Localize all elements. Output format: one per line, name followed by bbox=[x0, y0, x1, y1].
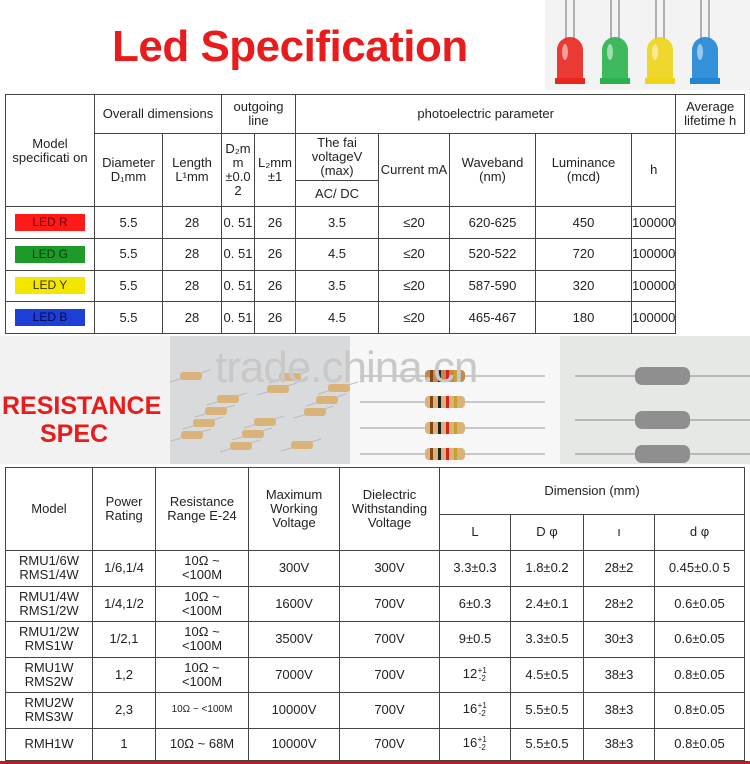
model-line: RMH1W bbox=[24, 736, 74, 752]
led-model-cell bbox=[6, 239, 95, 271]
res-maxv-cell: 7000V bbox=[249, 657, 340, 692]
L-value: 6±0.3 bbox=[458, 595, 492, 611]
model-line: RMS1/2W bbox=[19, 602, 79, 618]
led-illustration bbox=[545, 0, 750, 90]
resistor-body bbox=[304, 408, 326, 416]
res-model-cell bbox=[6, 657, 93, 692]
led-row bbox=[6, 239, 745, 271]
luminance-cell: 180 bbox=[536, 302, 632, 334]
resistor-body bbox=[193, 419, 215, 427]
color-band bbox=[430, 448, 433, 460]
res-L-cell bbox=[440, 586, 511, 621]
color-band bbox=[438, 396, 441, 408]
resistor-row bbox=[6, 657, 745, 692]
resistor-body bbox=[181, 431, 203, 439]
res-i-cell: 28±2 bbox=[584, 551, 655, 586]
res-i-cell: 30±3 bbox=[584, 622, 655, 657]
model-line: RMU1/4W bbox=[19, 588, 79, 604]
led-bulb bbox=[645, 0, 675, 84]
resistor-body bbox=[254, 418, 276, 426]
color-band bbox=[446, 396, 449, 408]
res-range-cell bbox=[156, 551, 249, 586]
resistance-title-line2: SPEC bbox=[40, 420, 109, 448]
d2-cell: 0. 51 bbox=[222, 270, 255, 302]
res-i-cell: 38±3 bbox=[584, 657, 655, 692]
resistor-body bbox=[635, 367, 690, 385]
model-line: RMS1W bbox=[24, 638, 74, 654]
res-maxv-cell: 1600V bbox=[249, 586, 340, 621]
res-model-cell bbox=[6, 728, 93, 760]
range-line: 10Ω ~ bbox=[184, 624, 220, 640]
L-value: 16 bbox=[462, 701, 478, 717]
current-header: Current mA bbox=[379, 133, 450, 207]
resistor-row bbox=[6, 586, 745, 621]
model-line: RMU1/2W bbox=[19, 624, 79, 640]
led-model-cell bbox=[6, 207, 95, 239]
res-diel-cell: 700V bbox=[340, 586, 440, 621]
res-model-cell bbox=[6, 622, 93, 657]
resistor-body bbox=[180, 372, 202, 380]
resistor-body bbox=[217, 395, 239, 403]
diameter-cell: 5.5 bbox=[95, 270, 163, 302]
fai-header: The fai voltageV (max) bbox=[296, 133, 379, 180]
watermark: trade.china.cn bbox=[215, 343, 478, 392]
led-color-swatch: LED Y bbox=[15, 277, 85, 294]
res-d-cell: 0.45±0.0 5 bbox=[655, 551, 745, 586]
d2-header: D₂m m ±0.0 2 bbox=[222, 133, 255, 207]
res-range-cell bbox=[156, 586, 249, 621]
res-diel-cell: 300V bbox=[340, 551, 440, 586]
current-cell: ≤20 bbox=[379, 270, 450, 302]
res-L-cell bbox=[440, 693, 511, 728]
res-D-header: D φ bbox=[511, 514, 584, 551]
outgoing-header: outgoing line bbox=[222, 95, 296, 134]
color-band bbox=[438, 448, 441, 460]
res-model-cell bbox=[6, 551, 93, 586]
res-diel-cell: 700V bbox=[340, 728, 440, 760]
led-color-swatch: LED R bbox=[15, 214, 85, 231]
led-bulb bbox=[600, 0, 630, 84]
res-power-cell: 1,2 bbox=[93, 657, 156, 692]
res-diel-cell: 700V bbox=[340, 622, 440, 657]
diameter-cell: 5.5 bbox=[95, 239, 163, 271]
length-cell: 28 bbox=[163, 270, 222, 302]
res-maxv-cell: 3500V bbox=[249, 622, 340, 657]
waveband-cell: 465-467 bbox=[450, 302, 536, 334]
res-range-header: Resistance Range E-24 bbox=[156, 468, 249, 551]
range-line: <100M bbox=[181, 567, 223, 583]
voltage-cell: 3.5 bbox=[296, 207, 379, 239]
res-d-header: d φ bbox=[655, 514, 745, 551]
length-cell: 28 bbox=[163, 302, 222, 334]
waveband-cell: 620-625 bbox=[450, 207, 536, 239]
res-range-cell bbox=[156, 657, 249, 692]
resistor-photo-bg-4 bbox=[560, 336, 750, 464]
color-band bbox=[430, 396, 433, 408]
diameter-cell: 5.5 bbox=[95, 207, 163, 239]
resistor-body bbox=[242, 430, 264, 438]
h-header: h bbox=[632, 133, 676, 207]
led-color-swatch: LED B bbox=[15, 309, 85, 326]
res-D-cell: 5.5±0.5 bbox=[511, 728, 584, 760]
resistor-body bbox=[635, 411, 690, 429]
luminance-cell: 720 bbox=[536, 239, 632, 271]
res-d-cell: 0.8±0.05 bbox=[655, 693, 745, 728]
color-band bbox=[454, 422, 457, 434]
L-tolerance: +1 -2 bbox=[477, 735, 487, 753]
range-line: <100M bbox=[181, 602, 223, 618]
res-model-header: Model bbox=[6, 468, 93, 551]
res-power-cell: 1/4,1/2 bbox=[93, 586, 156, 621]
waveband-header: Waveband (nm) bbox=[450, 133, 536, 207]
res-range-cell bbox=[156, 693, 249, 728]
res-i-cell: 28±2 bbox=[584, 586, 655, 621]
model-line: RMU1/6W bbox=[19, 553, 79, 569]
led-row bbox=[6, 302, 745, 334]
res-maxv-cell: 10000V bbox=[249, 693, 340, 728]
led-spec-table bbox=[5, 94, 745, 334]
model-header: Model specificati on bbox=[6, 95, 95, 207]
led-bulb bbox=[555, 0, 585, 84]
luminance-cell: 450 bbox=[536, 207, 632, 239]
diameter-cell: 5.5 bbox=[95, 302, 163, 334]
range-line: 10Ω ~ bbox=[184, 553, 220, 569]
voltage-cell: 4.5 bbox=[296, 239, 379, 271]
res-range-cell bbox=[156, 622, 249, 657]
resistance-title bbox=[2, 392, 161, 448]
lifetime-header: Average lifetime h bbox=[676, 95, 745, 134]
res-diel-cell: 700V bbox=[340, 657, 440, 692]
resistance-title-line1: RESISTANCE bbox=[2, 392, 162, 420]
resistor-body bbox=[635, 445, 690, 463]
resistor-spec-table bbox=[5, 467, 745, 761]
length-cell: 28 bbox=[163, 207, 222, 239]
luminance-header: Luminance (mcd) bbox=[536, 133, 632, 207]
res-dim-header: Dimension (mm) bbox=[440, 468, 745, 515]
led-row bbox=[6, 270, 745, 302]
res-L-cell bbox=[440, 551, 511, 586]
lifetime-cell: 100000 bbox=[632, 270, 676, 302]
l2-cell: 26 bbox=[255, 239, 296, 271]
res-L-cell bbox=[440, 657, 511, 692]
res-L-cell bbox=[440, 728, 511, 760]
lifetime-cell: 100000 bbox=[632, 239, 676, 271]
L-value: 9±0.5 bbox=[458, 631, 492, 647]
range-line: 10Ω ~ <100M bbox=[171, 704, 233, 716]
resistor-body bbox=[205, 407, 227, 415]
waveband-cell: 520-522 bbox=[450, 239, 536, 271]
l2-cell: 26 bbox=[255, 302, 296, 334]
resistor-body bbox=[291, 441, 313, 449]
res-power-header: Power Rating bbox=[93, 468, 156, 551]
res-i-cell: 38±3 bbox=[584, 728, 655, 760]
res-i-cell: 38±3 bbox=[584, 693, 655, 728]
d2-cell: 0. 51 bbox=[222, 239, 255, 271]
l2-cell: 26 bbox=[255, 270, 296, 302]
range-line: 10Ω ~ 68M bbox=[169, 736, 235, 752]
L-tolerance: +1 -2 bbox=[477, 665, 487, 683]
res-range-cell bbox=[156, 728, 249, 760]
luminance-cell: 320 bbox=[536, 270, 632, 302]
color-band bbox=[446, 448, 449, 460]
page-title: Led Specification bbox=[112, 22, 468, 71]
res-diel-cell: 700V bbox=[340, 693, 440, 728]
led-model-cell bbox=[6, 270, 95, 302]
res-d-cell: 0.8±0.05 bbox=[655, 728, 745, 760]
waveband-cell: 587-590 bbox=[450, 270, 536, 302]
current-cell: ≤20 bbox=[379, 207, 450, 239]
res-maxv-cell: 300V bbox=[249, 551, 340, 586]
L-tolerance: +1 -2 bbox=[477, 701, 487, 719]
model-line: RMU2W bbox=[24, 695, 74, 711]
model-line: RMS2W bbox=[24, 673, 74, 689]
resistor-row bbox=[6, 693, 745, 728]
l2-header: L₂mm ±1 bbox=[255, 133, 296, 207]
L-value: 12 bbox=[462, 665, 478, 681]
res-model-cell bbox=[6, 586, 93, 621]
res-power-cell: 1 bbox=[93, 728, 156, 760]
res-i-header: ı bbox=[584, 514, 655, 551]
resistor-body bbox=[230, 442, 252, 450]
overall-header: Overall dimensions bbox=[95, 95, 222, 134]
photo-header: photoelectric parameter bbox=[296, 95, 676, 134]
res-d-cell: 0.6±0.05 bbox=[655, 586, 745, 621]
lifetime-cell: 100000 bbox=[632, 302, 676, 334]
lifetime-cell: 100000 bbox=[632, 207, 676, 239]
l2-cell: 26 bbox=[255, 207, 296, 239]
length-header: Length L¹mm bbox=[163, 133, 222, 207]
res-D-cell: 4.5±0.5 bbox=[511, 657, 584, 692]
color-band bbox=[454, 448, 457, 460]
voltage-cell: 3.5 bbox=[296, 270, 379, 302]
res-diel-header: Dielectric Withstanding Voltage bbox=[340, 468, 440, 551]
resistor-row bbox=[6, 728, 745, 760]
current-cell: ≤20 bbox=[379, 239, 450, 271]
res-D-cell: 1.8±0.2 bbox=[511, 551, 584, 586]
res-maxv-header: Maximum Working Voltage bbox=[249, 468, 340, 551]
color-band bbox=[430, 422, 433, 434]
current-cell: ≤20 bbox=[379, 302, 450, 334]
led-row bbox=[6, 207, 745, 239]
model-line: RMS3W bbox=[24, 709, 74, 725]
res-power-cell: 1/2,1 bbox=[93, 622, 156, 657]
color-band bbox=[454, 396, 457, 408]
length-cell: 28 bbox=[163, 239, 222, 271]
color-band bbox=[438, 422, 441, 434]
model-line: RMS1/4W bbox=[19, 567, 79, 583]
res-L-cell bbox=[440, 622, 511, 657]
d2-cell: 0. 51 bbox=[222, 207, 255, 239]
res-power-cell: 2,3 bbox=[93, 693, 156, 728]
range-line: <100M bbox=[181, 673, 223, 689]
res-power-cell: 1/6,1/4 bbox=[93, 551, 156, 586]
res-maxv-cell: 10000V bbox=[249, 728, 340, 760]
led-photo bbox=[545, 0, 750, 90]
diameter-header: Diameter D₁mm bbox=[95, 133, 163, 207]
led-model-cell bbox=[6, 302, 95, 334]
led-bulb bbox=[690, 0, 720, 84]
L-value: 16 bbox=[462, 735, 478, 751]
range-line: 10Ω ~ bbox=[184, 659, 220, 675]
res-d-cell: 0.8±0.05 bbox=[655, 657, 745, 692]
L-value: 3.3±0.3 bbox=[453, 560, 497, 576]
resistor-row bbox=[6, 622, 745, 657]
res-L-header: L bbox=[440, 514, 511, 551]
led-color-swatch: LED G bbox=[15, 246, 85, 263]
range-line: 10Ω ~ bbox=[184, 588, 220, 604]
res-D-cell: 5.5±0.5 bbox=[511, 693, 584, 728]
voltage-cell: 4.5 bbox=[296, 302, 379, 334]
resistor-row bbox=[6, 551, 745, 586]
res-D-cell: 3.3±0.5 bbox=[511, 622, 584, 657]
res-d-cell: 0.6±0.05 bbox=[655, 622, 745, 657]
range-line: <100M bbox=[181, 638, 223, 654]
d2-cell: 0. 51 bbox=[222, 302, 255, 334]
color-band bbox=[446, 422, 449, 434]
res-model-cell bbox=[6, 693, 93, 728]
res-D-cell: 2.4±0.1 bbox=[511, 586, 584, 621]
model-line: RMU1W bbox=[24, 659, 74, 675]
acdc-header: AC/ DC bbox=[296, 180, 379, 207]
resistor-body bbox=[316, 396, 338, 404]
